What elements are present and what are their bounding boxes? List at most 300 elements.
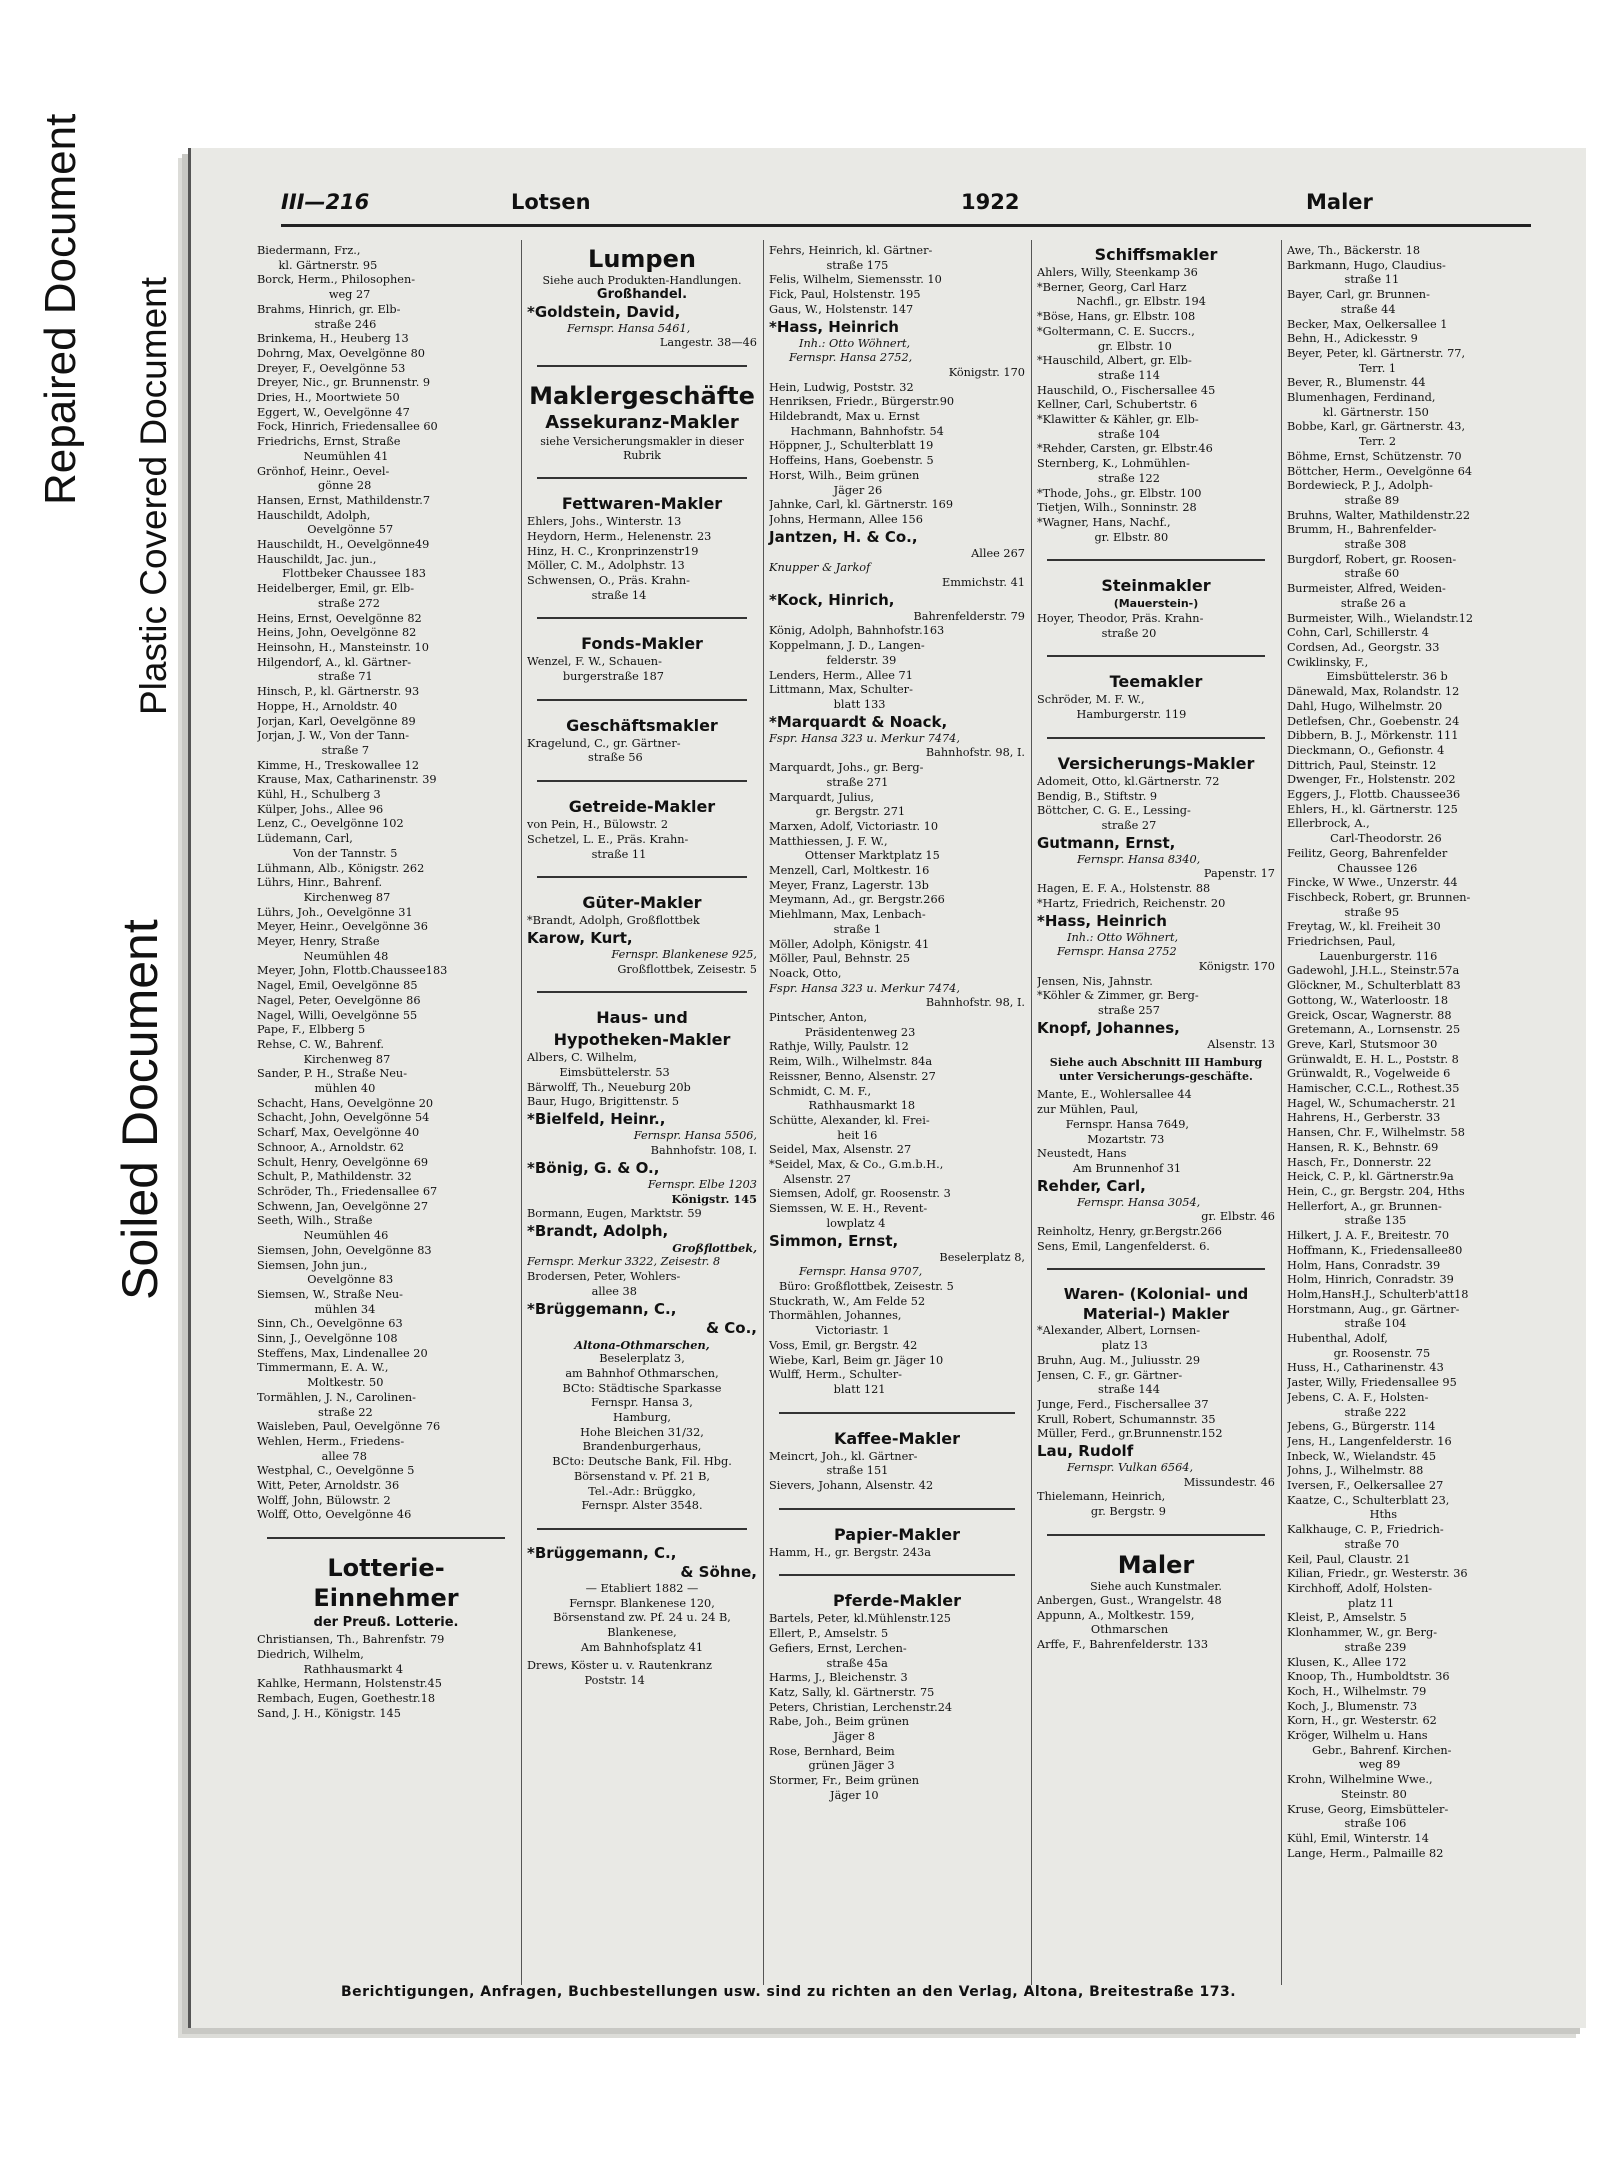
section-rule [1047, 737, 1265, 739]
list-entry: Brahms, Hinrich, gr. Elb- [257, 302, 401, 316]
list-entry: straße 175 [769, 258, 889, 272]
firm-name: Simmon, Ernst, [769, 1231, 899, 1250]
list-entry: Gretemann, A., Lornsenstr. 25 [1287, 1023, 1461, 1037]
list-entry: Bordewieck, P. J., Adolph- [1287, 479, 1433, 493]
list-entry: Kragelund, C., gr. Gärtner- [527, 736, 681, 750]
list-entry: von Pein, H., Bülowstr. 2 [527, 818, 669, 832]
list-entry: mühlen 34 [257, 1302, 376, 1316]
list-entry: allee 78 [257, 1449, 367, 1463]
firm-phone: Fernspr. Hansa 8340, [1077, 852, 1201, 866]
brodersen-entry [527, 1270, 757, 1299]
list-entry: Am Bahnhofsplatz 41 [580, 1640, 704, 1654]
list-entry: Dahl, Hugo, Wilhelmstr. 20 [1287, 699, 1443, 713]
brueggemann-details [527, 1352, 757, 1514]
list-entry: Jäger 8 [769, 1730, 875, 1744]
list-entry: straße 95 [1287, 905, 1400, 919]
list-entry: Oevelgönne 57 [257, 523, 394, 537]
list-entry: gr. Elbstr. 10 [1037, 339, 1172, 353]
list-entry: mühlen 40 [257, 1082, 376, 1096]
list-entry: Hoffeins, Hans, Goebenstr. 5 [769, 454, 934, 468]
list-entry: Hein, C., gr. Bergstr. 204, Hths [1287, 1185, 1465, 1198]
list-entry: Behn, H., Adickesstr. 9 [1287, 332, 1418, 346]
section-rule [267, 1537, 505, 1539]
lotterie-subtitle: der Preuß. Lotterie. [313, 1615, 459, 1631]
entries-c [769, 624, 1025, 712]
list-entry: blatt 133 [769, 697, 886, 711]
list-entry: Kirchenweg 87 [257, 1052, 391, 1066]
list-entry: Hachmann, Bahnhofstr. 54 [769, 424, 944, 438]
list-entry: Siemssen, W. E. H., Revent- [769, 1202, 928, 1216]
list-entry: Lenz, C., Oevelgönne 102 [257, 817, 404, 831]
list-entry: Wiebe, Karl, Beim gr. Jäger 10 [769, 1353, 944, 1367]
list-entry: straße 135 [1287, 1214, 1407, 1228]
list-entry: Brumm, H., Bahrenfelder- [1287, 523, 1437, 537]
list-entry: Hansen, Chr. F., Wilhelmstr. 58 [1287, 1126, 1465, 1140]
list-entry: Bartels, Peter, kl.Mühlenstr.125 [769, 1612, 951, 1626]
list-entry: Schult, Henry, Oevelgönne 69 [257, 1155, 429, 1169]
schiffs-entries [1037, 266, 1275, 545]
firm-address: Papenstr. 17 [1203, 867, 1275, 881]
list-entry: *Goltermann, C. E. Succrs., [1037, 324, 1195, 338]
section-rule [1047, 1534, 1265, 1536]
firm-name: Gutmann, Ernst, [1037, 833, 1176, 852]
list-entry: Menzell, Carl, Moltkestr. 16 [769, 864, 930, 878]
firm-place: Großflottbek, [672, 1240, 757, 1255]
list-entry: Börsenstand v. Pf. 21 B, [573, 1469, 711, 1483]
schiffs-heading: Schiffsmakler [1094, 245, 1218, 264]
document-page [188, 148, 1586, 2028]
firm-address: Königstr. 170 [1198, 959, 1275, 973]
list-entry: Grünwaldt, R., Vogelweide 6 [1287, 1067, 1451, 1081]
haus-heading-2: Hypotheken-Makler [553, 1030, 731, 1050]
list-entry: Seeth, Wilh., Straße [257, 1214, 373, 1228]
list-entry: Blumenhagen, Ferdinand, [1287, 391, 1436, 405]
list-entry: Greick, Oscar, Wagnerstr. 88 [1287, 1008, 1452, 1022]
list-entry: Tel.-Adr.: Brüggko, [588, 1484, 696, 1498]
list-entry: Hahrens, H., Gerberstr. 33 [1287, 1111, 1441, 1125]
list-entry: Hths [1287, 1508, 1398, 1522]
firm-name: Knopf, Johannes, [1037, 1018, 1180, 1037]
list-entry: Jaster, Willy, Friedensallee 95 [1287, 1376, 1457, 1390]
makler-heading: Maklergeschäfte [529, 382, 755, 411]
list-entry: Lauenburgerstr. 116 [1287, 949, 1438, 963]
list-entry: Iversen, F., Oelkersallee 27 [1287, 1479, 1444, 1493]
list-entry: Keil, Paul, Claustr. 21 [1287, 1552, 1411, 1566]
list-entry: Schwensen, O., Präs. Krahn- [527, 573, 690, 587]
papier-entries [769, 1546, 1025, 1561]
firm-address: Alsenstr. 13 [1207, 1037, 1275, 1051]
list-entry: Othmarschen [1037, 1623, 1169, 1637]
tee-entries [1037, 693, 1275, 722]
list-entry: Steinstr. 80 [1287, 1787, 1407, 1801]
list-entry: lowplatz 4 [769, 1216, 886, 1230]
assek-heading: Assekuranz-Makler [545, 412, 739, 434]
list-entry: Holm, Hinrich, Conradstr. 39 [1287, 1273, 1454, 1287]
list-entry: *Böse, Hans, gr. Elbstr. 108 [1037, 310, 1196, 324]
list-entry: Kirchenweg 87 [257, 890, 391, 904]
header-year: 1922 [961, 190, 1020, 214]
list-entry: Brodersen, Peter, Wohlers- [527, 1270, 681, 1284]
list-entry: Timmermann, E. A. W., [257, 1361, 389, 1375]
section-rule [537, 876, 747, 878]
list-entry: allee 38 [527, 1284, 637, 1298]
firm-name: Karow, Kurt, [527, 928, 633, 947]
drews-entry [527, 1659, 757, 1688]
list-entry: Gefiers, Ernst, Lerchen- [769, 1641, 907, 1655]
list-entry: Eimsbüttelerstr. 53 [527, 1066, 670, 1080]
list-entry: Wehlen, Herm., Friedens- [257, 1434, 405, 1448]
list-entry: Katz, Sally, kl. Gärtnerstr. 75 [769, 1685, 935, 1699]
list-entry: Matthiessen, J. F. W., [769, 834, 888, 848]
list-entry: Hildebrandt, Max u. Ernst [769, 410, 920, 424]
plastic-label [95, 160, 175, 720]
fonds-heading: Fonds-Makler [581, 634, 703, 654]
list-entry: Kirchhoff, Adolf, Holsten- [1287, 1581, 1433, 1595]
header-right: Maler [1306, 190, 1373, 214]
list-entry: Dreyer, Nic., gr. Brunnenstr. 9 [257, 376, 431, 390]
list-entry: Bobbe, Karl, gr. Gärtnerstr. 43, [1287, 420, 1466, 434]
list-entry: Kalkhauge, C. P., Friedrich- [1287, 1523, 1444, 1537]
list-entry: Friedrichs, Ernst, Straße [257, 435, 401, 449]
list-entry: Klonhammer, W., gr. Berg- [1287, 1626, 1438, 1640]
pferde-heading: Pferde-Makler [833, 1591, 961, 1611]
list-entry: Detlefsen, Chr., Goebenstr. 24 [1287, 714, 1460, 728]
list-entry: Glöckner, M., Schulterblatt 83 [1287, 979, 1461, 993]
list-entry: Huss, H., Catharinenstr. 43 [1287, 1361, 1444, 1375]
list-entry: Schult, P., Mathildenstr. 32 [257, 1170, 412, 1184]
list-entry: Krohn, Wilhelmine Wwe., [1287, 1773, 1433, 1787]
list-entry: Johns, Hermann, Allee 156 [769, 512, 923, 526]
entries-f [769, 1295, 1025, 1398]
list-entry: straße 89 [1287, 493, 1400, 507]
list-entry: Flottbeker Chaussee 183 [257, 567, 426, 581]
list-entry: Marquardt, Johs., gr. Berg- [769, 761, 924, 775]
column-1 [257, 244, 515, 1721]
knopf-note: Siehe auch Abschnitt III Hamburg unter Versicherungs-geschäfte. [1049, 1056, 1263, 1084]
stein-entries [1037, 612, 1275, 641]
list-entry: Bruhns, Walter, Mathildenstr.22 [1287, 508, 1471, 522]
list-entry: Kimme, H., Treskowallee 12 [257, 758, 420, 772]
brueggemann-soehne-details [527, 1582, 757, 1656]
list-entry: Schnoor, A., Arnoldstr. 62 [257, 1140, 405, 1154]
list-entry: Bayer, Carl, gr. Brunnen- [1287, 288, 1430, 302]
list-entry: Felis, Wilhelm, Siemensstr. 10 [769, 273, 942, 287]
header-rule [281, 224, 1531, 227]
list-entry: Ellerbrock, A., [1287, 817, 1370, 831]
gueter-entry: *Brandt, Adolph, Großflottbek [527, 914, 700, 928]
list-entry: Ehlers, Johs., Winterstr. 13 [527, 515, 682, 529]
list-entry: *Klawitter & Kähler, gr. Elb- [1037, 413, 1199, 427]
list-entry: Ehlers, H., kl. Gärtnerstr. 125 [1287, 802, 1458, 816]
list-entry: straße 114 [1037, 368, 1160, 382]
list-entry: Lange, Herm., Palmaille 82 [1287, 1846, 1444, 1860]
list-entry: Victoriastr. 1 [769, 1324, 890, 1338]
list-entry: Cordsen, Ad., Georgstr. 33 [1287, 640, 1440, 654]
list-entry: Nagel, Willi, Oevelgönne 55 [257, 1008, 418, 1022]
firm-phone: Fernspr. Hansa 2752, [789, 351, 913, 365]
vers-entries [1037, 775, 1275, 834]
list-entry: Böttcher, Herm., Oevelgönne 64 [1287, 464, 1473, 478]
list-entry: — Etabliert 1882 — [585, 1581, 699, 1595]
list-entry: Sternberg, K., Lohmühlen- [1037, 457, 1190, 471]
list-entry: Horstmann, Aug., gr. Gärtner- [1287, 1302, 1460, 1316]
list-entry: *Köhler & Zimmer, gr. Berg- [1037, 989, 1199, 1003]
list-entry: Kruse, Georg, Eimsbütteler- [1287, 1802, 1449, 1816]
list-entry: Rathhausmarkt 18 [769, 1099, 916, 1113]
list-entry: Burmeister, Wilh., Wielandstr.12 [1287, 611, 1474, 625]
section-rule [537, 991, 747, 993]
list-entry: Hoyer, Theodor, Präs. Krahn- [1037, 612, 1204, 626]
lotterie-entries [257, 1633, 515, 1721]
list-entry: Noack, Otto, [769, 966, 842, 980]
list-entry: Sander, P. H., Straße Neu- [257, 1067, 408, 1081]
repaired-label-text: Repaired Document [36, 113, 85, 505]
list-entry: Pape, F., Elbberg 5 [257, 1023, 366, 1037]
getreide-heading: Getreide-Makler [568, 797, 716, 817]
entries-e [769, 1011, 1025, 1232]
firm-phone: Fernspr. Hansa 3054, [1077, 1195, 1201, 1209]
column-divider [763, 240, 764, 1985]
section-rule [779, 1412, 1015, 1414]
list-entry: *Seidel, Max, & Co., G.m.b.H., [769, 1158, 944, 1172]
list-entry: Brandenburgerhaus, [582, 1440, 702, 1454]
list-entry: Lührs, Joh., Oevelgönne 31 [257, 905, 413, 919]
list-entry: Hellerfort, A., gr. Brunnen- [1287, 1199, 1442, 1213]
list-entry: burgerstraße 187 [527, 670, 664, 684]
section-rule [779, 1508, 1015, 1510]
list-entry: Gottong, W., Waterloostr. 18 [1287, 993, 1449, 1007]
list-entry: Möller, C. M., Adolphstr. 13 [527, 559, 685, 573]
fonds-entries [527, 655, 757, 684]
fettwaren-entries [527, 515, 757, 603]
list-entry: Schwenn, Jan, Oevelgönne 27 [257, 1199, 429, 1213]
waren-heading-2: Material-) Makler [1082, 1305, 1230, 1324]
firm-address: Großflottbek, Zeisestr. 5 [617, 962, 757, 976]
list-entry: Pintscher, Anton, [769, 1011, 868, 1025]
list-entry: Fernspr. Hansa 3, [591, 1396, 693, 1410]
list-entry: Junge, Ferd., Fischersallee 37 [1037, 1397, 1209, 1411]
list-entry: kl. Gärtnerstr. 150 [1287, 405, 1429, 419]
list-entry: Präsidentenweg 23 [769, 1025, 916, 1039]
list-entry: Borck, Herm., Philosophen- [257, 273, 416, 287]
firm-name: *Brandt, Adolph, [527, 1221, 669, 1240]
list-entry: Lüdemann, Carl, [257, 832, 353, 846]
tee-heading: Teemakler [1109, 672, 1203, 692]
list-entry: Appunn, A., Moltkestr. 159, [1037, 1608, 1195, 1622]
list-entry: Bendig, B., Stiftstr. 9 [1037, 789, 1158, 803]
list-entry: Hilgendorf, A., kl. Gärtner- [257, 655, 412, 669]
list-entry: Lührs, Hinr., Bahrenf. [257, 876, 383, 890]
list-entry: Sinn, J., Oevelgönne 108 [257, 1332, 398, 1346]
list-entry: Gebr., Bahrenf. Kirchen- [1287, 1743, 1452, 1757]
list-entry: *Rehder, Carsten, gr. Elbstr.46 [1037, 442, 1213, 456]
list-entry: straße 257 [1037, 1004, 1160, 1018]
list-entry: grünen Jäger 3 [769, 1759, 895, 1773]
list-entry: Jensen, Nis, Jahnstr. [1037, 974, 1153, 988]
list-entry: Nachfl., gr. Elbstr. 194 [1037, 295, 1206, 309]
firm-address: Königstr. 145 [671, 1192, 757, 1207]
list-entry: Bruhn, Aug. M., Juliusstr. 29 [1037, 1353, 1201, 1367]
list-entry: Wolff, John, Bülowstr. 2 [257, 1493, 391, 1507]
entries-a [769, 244, 1025, 318]
header-left: Lotsen [511, 190, 591, 214]
list-entry: Böhme, Ernst, Schützenstr. 70 [1287, 449, 1462, 463]
firm-name-2: & Co., [705, 1318, 757, 1337]
section-rule [779, 1574, 1015, 1576]
list-entry: Mante, E., Wohlersallee 44 [1037, 1088, 1192, 1102]
list-entry: Adomeit, Otto, kl.Gärtnerstr. 72 [1037, 774, 1220, 788]
page-number: III—216 [281, 190, 370, 214]
list-entry: Poststr. 14 [527, 1674, 645, 1688]
list-entry: Börsenstand zw. Pf. 24 u. 24 B, [553, 1611, 731, 1625]
list-entry: Sinn, Ch., Oevelgönne 63 [257, 1317, 403, 1331]
list-entry: Stormer, Fr., Beim grünen [769, 1774, 920, 1788]
list-entry: Dreyer, F., Oevelgönne 53 [257, 361, 406, 375]
list-entry: straße 60 [1287, 567, 1400, 581]
list-entry: Dieckmann, O., Gefionstr. 4 [1287, 743, 1445, 757]
list-entry: Brinkema, H., Heuberg 13 [257, 332, 409, 346]
list-entry: Hansen, Ernst, Mathildenstr.7 [257, 493, 431, 507]
list-entry: gr. Roosenstr. 75 [1287, 1346, 1431, 1360]
list-entry: Meyer, John, Flottb.Chaussee183 [257, 964, 448, 978]
list-entry: Sand, J. H., Königstr. 145 [257, 1706, 401, 1720]
list-entry: Lenders, Herm., Allee 71 [769, 668, 913, 682]
vers-entries-5 [1037, 1225, 1275, 1254]
list-entry: BCto: Städtische Sparkasse [562, 1381, 722, 1395]
list-entry: Peters, Christian, Lerchenstr.24 [769, 1700, 953, 1714]
maler-entries [1037, 1594, 1275, 1653]
waren-heading-1: Waren- (Kolonial- und [1063, 1285, 1249, 1304]
list-entry: straße 151 [769, 1464, 889, 1478]
list-entry: straße 27 [1037, 818, 1157, 832]
list-entry: Jäger 10 [769, 1788, 879, 1802]
list-entry: zur Mühlen, Paul, [1037, 1103, 1139, 1117]
firm-phone: Fernspr. Vulkan 6564, [1067, 1461, 1194, 1475]
list-entry: Schetzel, L. E., Präs. Krahn- [527, 832, 689, 846]
list-entry-address: Emmichstr. 41 [942, 576, 1025, 590]
firm-owner: Inh.: Otto Wöhnert, [799, 336, 911, 350]
lumpen-note: Siehe auch Produkten-Handlungen. [542, 274, 742, 287]
list-entry: Friedrichsen, Paul, [1287, 935, 1396, 949]
stein-heading: Steinmakler [1101, 576, 1211, 596]
list-entry: Fock, Hinrich, Friedensallee 60 [257, 420, 438, 434]
list-entry: Ottenser Marktplatz 15 [769, 849, 940, 863]
firm-address: gr. Elbstr. 46 [1201, 1210, 1275, 1224]
maler-heading: Maler [1117, 1550, 1195, 1579]
list-entry: Witt, Peter, Arnoldstr. 36 [257, 1479, 400, 1493]
list-entry: BCto: Deutsche Bank, Fil. Hbg. [552, 1455, 732, 1469]
list-entry: Schmidt, C. M. F., [769, 1084, 872, 1098]
list-entry: straße 70 [1287, 1537, 1400, 1551]
entries-d [769, 761, 1025, 982]
list-entry: Hoffmann, K., Friedensallee80 [1287, 1243, 1463, 1257]
vers-entries-4 [1037, 1088, 1275, 1176]
list-entry: Freytag, W., kl. Freiheit 30 [1287, 920, 1441, 934]
list-entry: Hilkert, J. A. F., Breitestr. 70 [1287, 1229, 1450, 1243]
list-entry: Carl-Theodorstr. 26 [1287, 832, 1442, 846]
list-entry: Drews, Köster u. v. Rautenkranz [527, 1659, 712, 1673]
list-entry: Diedrich, Wilhelm, [257, 1647, 364, 1661]
column-divider [1031, 240, 1032, 1985]
list-entry: König, Adolph, Bahnhofstr.163 [769, 624, 945, 638]
list-entry: Heins, Ernst, Oevelgönne 82 [257, 611, 422, 625]
list-entry: Awe, Th., Bäckerstr. 18 [1287, 244, 1421, 257]
firm-address: Missundestr. 46 [1183, 1475, 1275, 1489]
list-entry: Baur, Hugo, Brigittenstr. 5 [527, 1095, 680, 1109]
list-entry: Kröger, Wilhelm u. Hans [1287, 1729, 1428, 1743]
list-entry: Terr. 1 [1287, 361, 1397, 375]
list-entry: Eggert, W., Oevelgönne 47 [257, 405, 410, 419]
list-entry: Reinholtz, Henry, gr.Bergstr.266 [1037, 1225, 1222, 1239]
pferde-entries [769, 1612, 1025, 1803]
list-entry: Ellert, P., Amselstr. 5 [769, 1627, 889, 1641]
list-entry: Fernspr. Alster 3548. [581, 1499, 703, 1513]
firm-owner: Inh.: Otto Wöhnert, [1067, 930, 1179, 944]
column-1-entries [257, 244, 515, 1523]
firm-address: Bahrenfelderstr. 79 [913, 609, 1025, 623]
list-entry: Chaussee 126 [1287, 861, 1418, 875]
column-3 [769, 244, 1025, 1804]
list-entry: straße 272 [257, 596, 380, 610]
list-entry: Kahlke, Hermann, Holstenstr.45 [257, 1677, 442, 1691]
list-entry: platz 13 [1037, 1339, 1148, 1353]
list-entry: heit 16 [769, 1128, 878, 1142]
list-entry: Kühl, Emil, Winterstr. 14 [1287, 1831, 1429, 1845]
section-rule [537, 1528, 747, 1530]
list-entry: Hamm, H., gr. Bergstr. 243a [769, 1545, 931, 1559]
list-entry: Heydorn, Herm., Helenenstr. 23 [527, 529, 712, 543]
list-entry: Von der Tannstr. 5 [257, 846, 398, 860]
list-entry: Burmeister, Alfred, Weiden- [1287, 582, 1446, 596]
list-entry: Anbergen, Gust., Wrangelstr. 48 [1037, 1593, 1222, 1607]
list-entry: Am Brunnenhof 31 [1037, 1161, 1182, 1175]
list-entry: Hinsch, P., kl. Gärtnerstr. 93 [257, 685, 420, 699]
list-entry: Kellner, Carl, Schubertstr. 6 [1037, 398, 1198, 412]
list-entry: Hasch, Fr., Donnerstr. 22 [1287, 1155, 1432, 1169]
list-entry: Jensen, C. F., gr. Gärtner- [1037, 1368, 1183, 1382]
list-entry: Burgdorf, Robert, gr. Roosen- [1287, 552, 1457, 566]
list-entry: Neustedt, Hans [1037, 1147, 1127, 1161]
list-entry: Knupper & Jarkof [769, 561, 871, 575]
waren-entries [1037, 1324, 1275, 1442]
list-entry: Hagen, E. F. A., Holstenstr. 88 [1037, 882, 1211, 896]
list-entry: Neumühlen 48 [257, 949, 389, 963]
list-entry: Blankenese, [607, 1626, 677, 1640]
firm-name: *Brüggemann, C., [527, 1543, 677, 1562]
list-entry: Fernspr. Hansa 7649, [1037, 1117, 1190, 1131]
list-entry: straße 7 [257, 743, 370, 757]
firm-address: Königstr. 170 [948, 365, 1025, 379]
list-entry: Dohrng, Max, Oevelgönne 80 [257, 346, 425, 360]
firm-phone: Fernspr. Hansa 5506, [633, 1129, 757, 1143]
list-entry: Westphal, C., Oevelgönne 5 [257, 1464, 415, 1478]
list-entry: Dänewald, Max, Rolandstr. 12 [1287, 685, 1460, 699]
section-rule [537, 780, 747, 782]
list-entry: Müller, Ferd., gr.Brunnenstr.152 [1037, 1427, 1223, 1441]
list-entry: Mozartstr. 73 [1037, 1132, 1165, 1146]
waren-entries-2 [1037, 1490, 1275, 1519]
list-entry: Hagel, W., Schumacherstr. 21 [1287, 1096, 1457, 1110]
list-entry: straße 106 [1287, 1817, 1407, 1831]
list-entry: straße 71 [257, 670, 373, 684]
list-entry: straße 246 [257, 317, 377, 331]
list-entry: Rose, Bernhard, Beim [769, 1744, 895, 1758]
list-entry: Marquardt, Julius, [769, 790, 874, 804]
list-entry: Sens, Emil, Langenfelderst. 6. [1037, 1239, 1210, 1253]
list-entry: Koppelmann, J. D., Langen- [769, 639, 925, 653]
haus-entries [527, 1051, 757, 1110]
assek-note: siehe Versicherungsmakler in dieser Rubrik [540, 435, 744, 463]
